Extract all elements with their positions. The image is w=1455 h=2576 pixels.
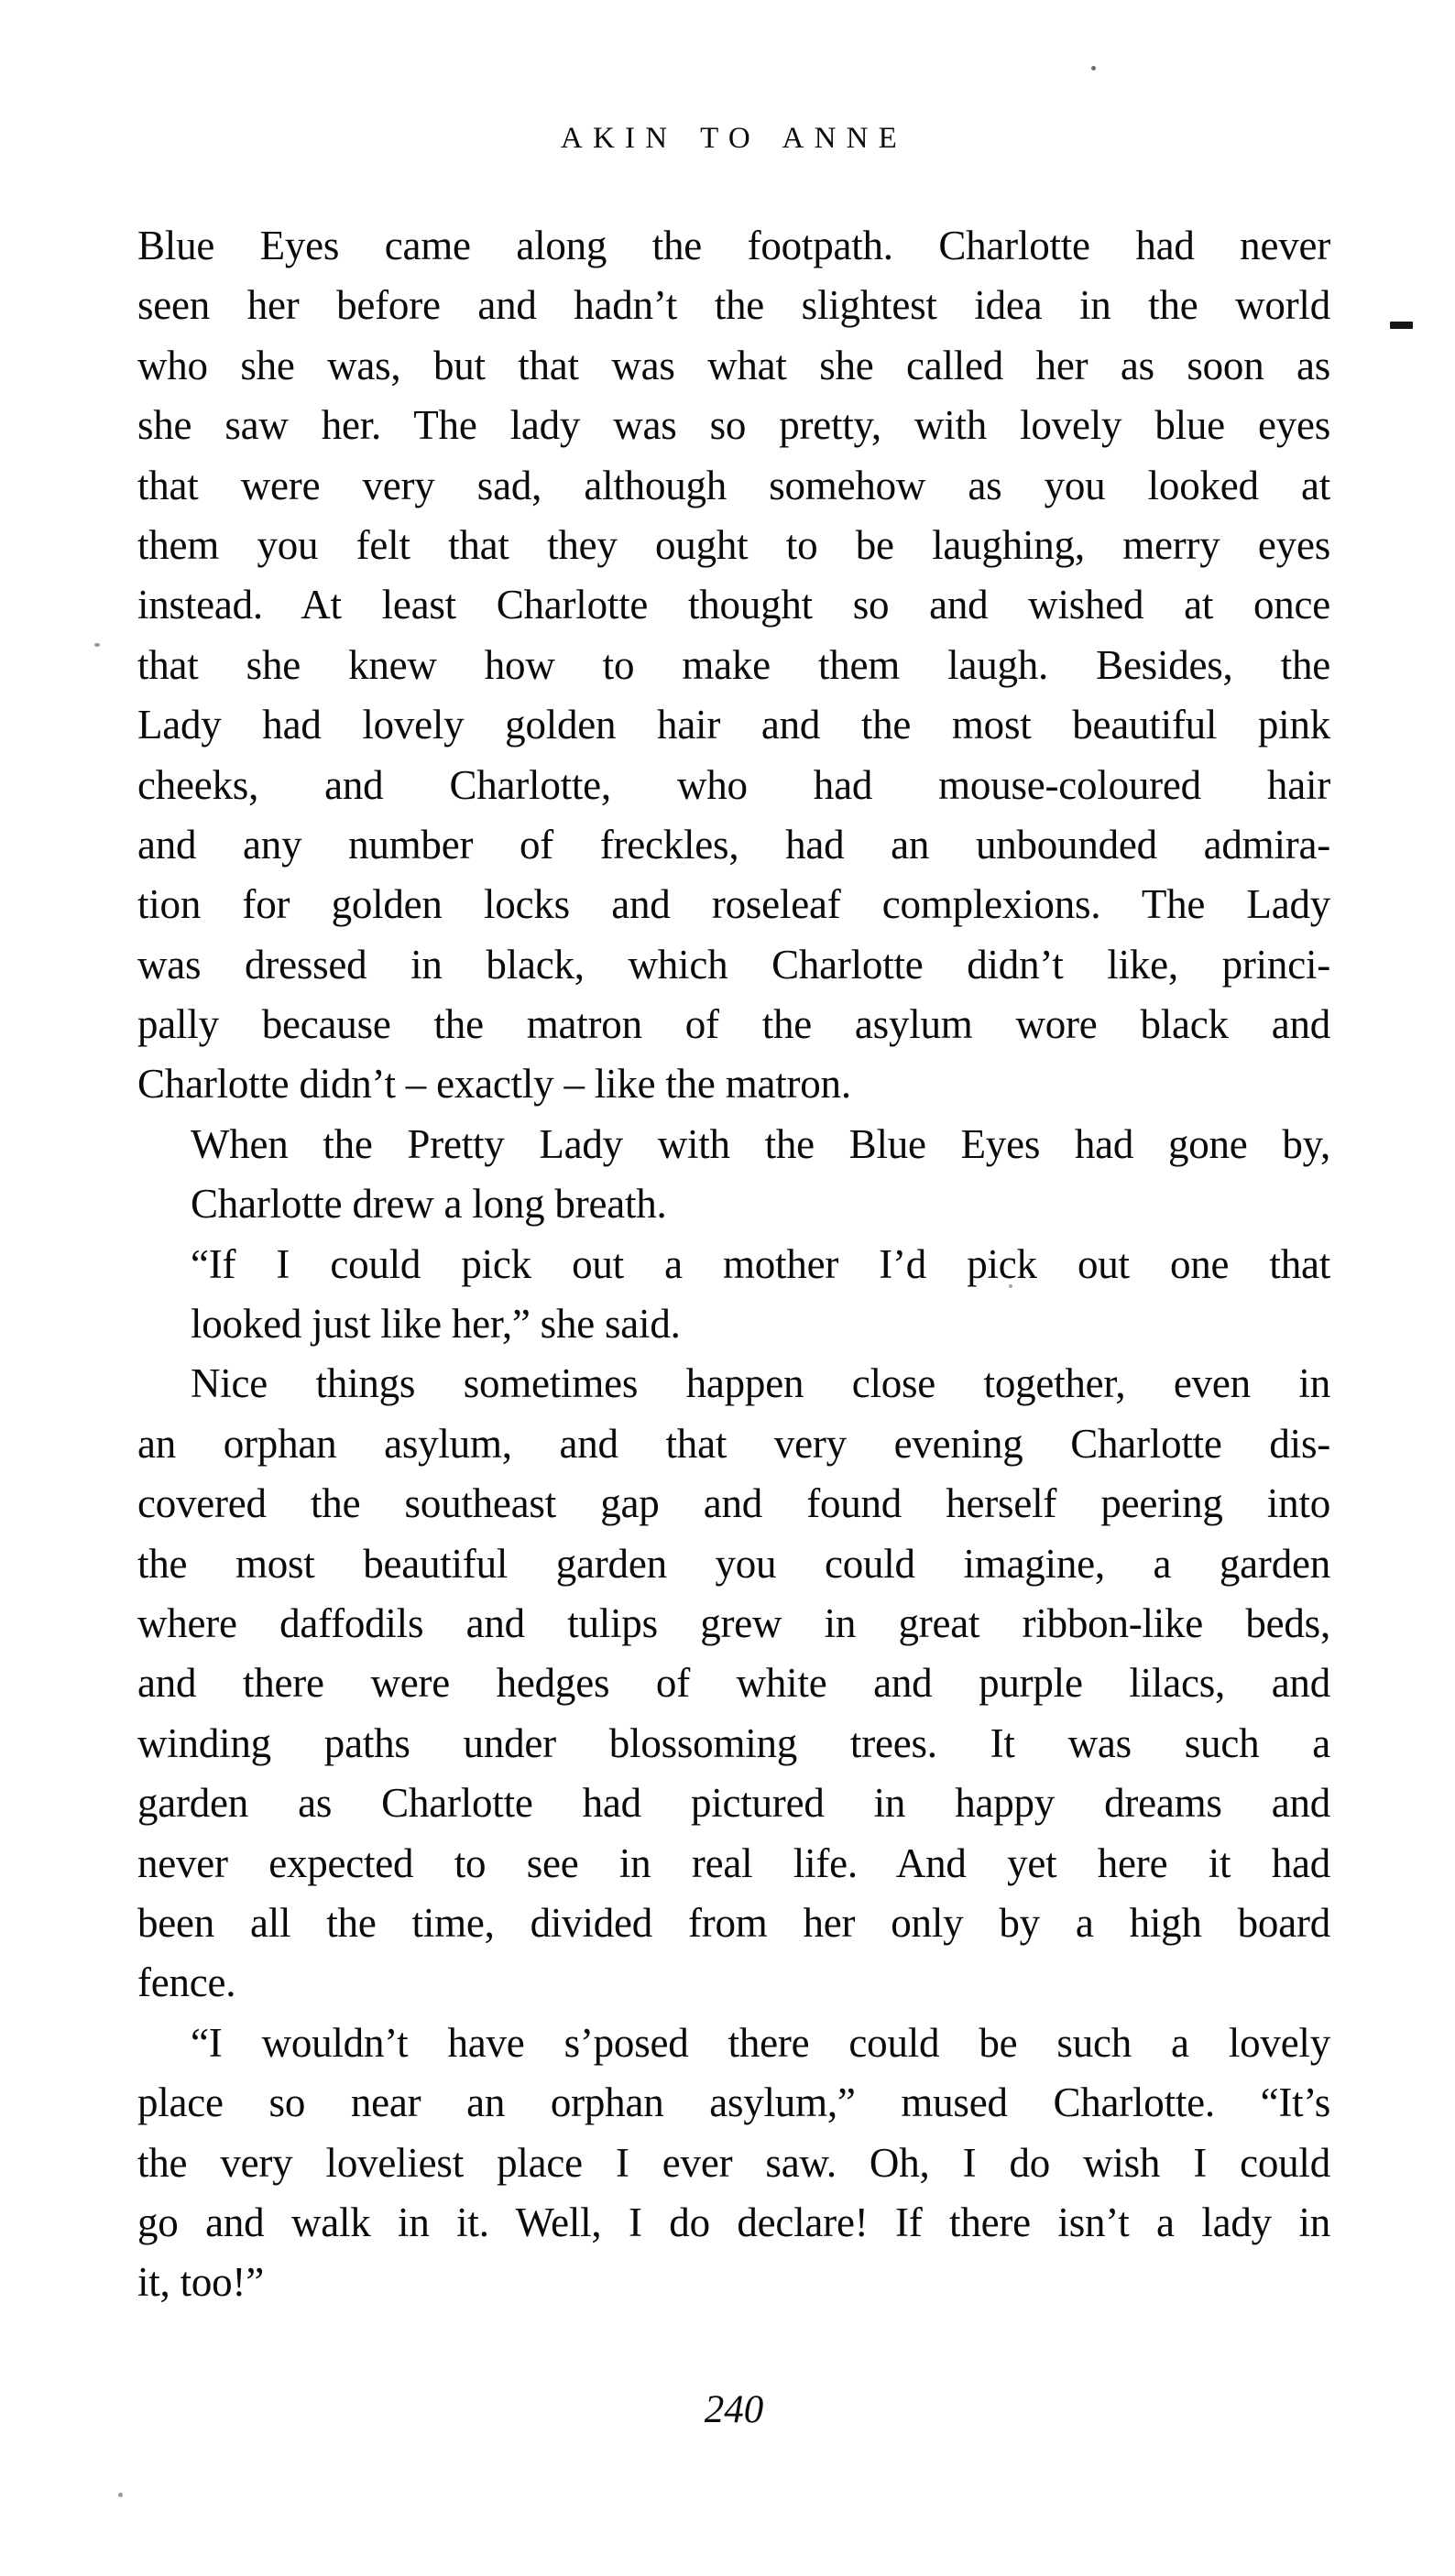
text-line: Blue Eyes came along the footpath. Charlotte had never bbox=[137, 223, 1330, 268]
scan-artifact-speck bbox=[118, 2493, 123, 2497]
text-line: that were very sad, although somehow as you looked at bbox=[137, 462, 1330, 508]
scan-artifact-speck bbox=[1091, 66, 1096, 71]
text-line: where daffodils and tulips grew in great ribbon-like beds, bbox=[137, 1599, 1330, 1646]
text-line: was dressed in black, which Charlotte didn’t like, princi- bbox=[137, 941, 1330, 988]
text-line: When the Pretty Lady with the Blue Eyes had gone by, bbox=[191, 1120, 1330, 1167]
text-line: the very loveliest place I ever saw. Oh, I do wish I could bbox=[137, 2139, 1330, 2186]
text-line: that she knew how to make them laugh. Besides, the bbox=[137, 641, 1330, 688]
page-number: 240 bbox=[704, 2388, 764, 2431]
scan-artifact-speck bbox=[94, 643, 100, 647]
text-line: place so near an orphan asylum,” mused Charlotte. “It’s bbox=[137, 2079, 1330, 2126]
text-line: “If I could pick out a mother I’d pick out one that bbox=[191, 1240, 1330, 1287]
text-line: and any number of freckles, had an unbounded admira- bbox=[137, 821, 1330, 868]
text-line: who she was, but that was what she called her as soon as bbox=[137, 342, 1330, 388]
text-line: winding paths under blossoming trees. It was such a bbox=[137, 1719, 1330, 1766]
text-line: an orphan asylum, and that very evening Charlotte dis- bbox=[137, 1420, 1330, 1467]
text-line: looked just like her,” she said. bbox=[191, 1301, 681, 1348]
text-line: fence. bbox=[137, 1959, 236, 2006]
text-line: garden as Charlotte had pictured in happy dreams and bbox=[137, 1780, 1330, 1827]
scan-artifact-margin-dash bbox=[1390, 322, 1413, 329]
scan-artifact-speck bbox=[1009, 1284, 1012, 1288]
body-text bbox=[137, 216, 1330, 2313]
running-header: AKIN TO ANNE bbox=[560, 122, 908, 155]
text-line: Charlotte didn’t – exactly – like the matron. bbox=[137, 1061, 851, 1108]
text-line: covered the southeast gap and found herself peering into bbox=[137, 1480, 1330, 1527]
text-line: never expected to see in real life. And yet here it had bbox=[137, 1839, 1330, 1886]
text-line: tion for golden locks and roseleaf complexions. The Lady bbox=[137, 881, 1330, 928]
text-line: and there were hedges of white and purple lilacs, and bbox=[137, 1660, 1330, 1707]
text-line: Lady had lovely golden hair and the most beautiful pink bbox=[137, 702, 1330, 748]
text-line: she saw her. The lady was so pretty, with lovely blue eyes bbox=[137, 402, 1330, 449]
text-line: Charlotte drew a long breath. bbox=[191, 1181, 667, 1228]
text-line: pally because the matron of the asylum wore black and bbox=[137, 1001, 1330, 1048]
text-line: them you felt that they ought to be laughing, merry eyes bbox=[137, 521, 1330, 568]
text-line: “I wouldn’t have s’posed there could be such a lovely bbox=[191, 2019, 1330, 2066]
text-line: the most beautiful garden you could imagine, a garden bbox=[137, 1540, 1330, 1587]
text-line: seen her before and hadn’t the slightest idea in the world bbox=[137, 282, 1330, 329]
text-line: it, too!” bbox=[137, 2259, 264, 2306]
text-line: been all the time, divided from her only by a high board bbox=[137, 1899, 1330, 1946]
text-line: instead. At least Charlotte thought so and wished at once bbox=[137, 582, 1330, 628]
text-line: go and walk in it. Well, I do declare! If there isn’t a lady in bbox=[137, 2199, 1330, 2245]
text-line: cheeks, and Charlotte, who had mouse-coloured hair bbox=[137, 761, 1330, 808]
text-line: Nice things sometimes happen close together, even in bbox=[191, 1360, 1330, 1407]
